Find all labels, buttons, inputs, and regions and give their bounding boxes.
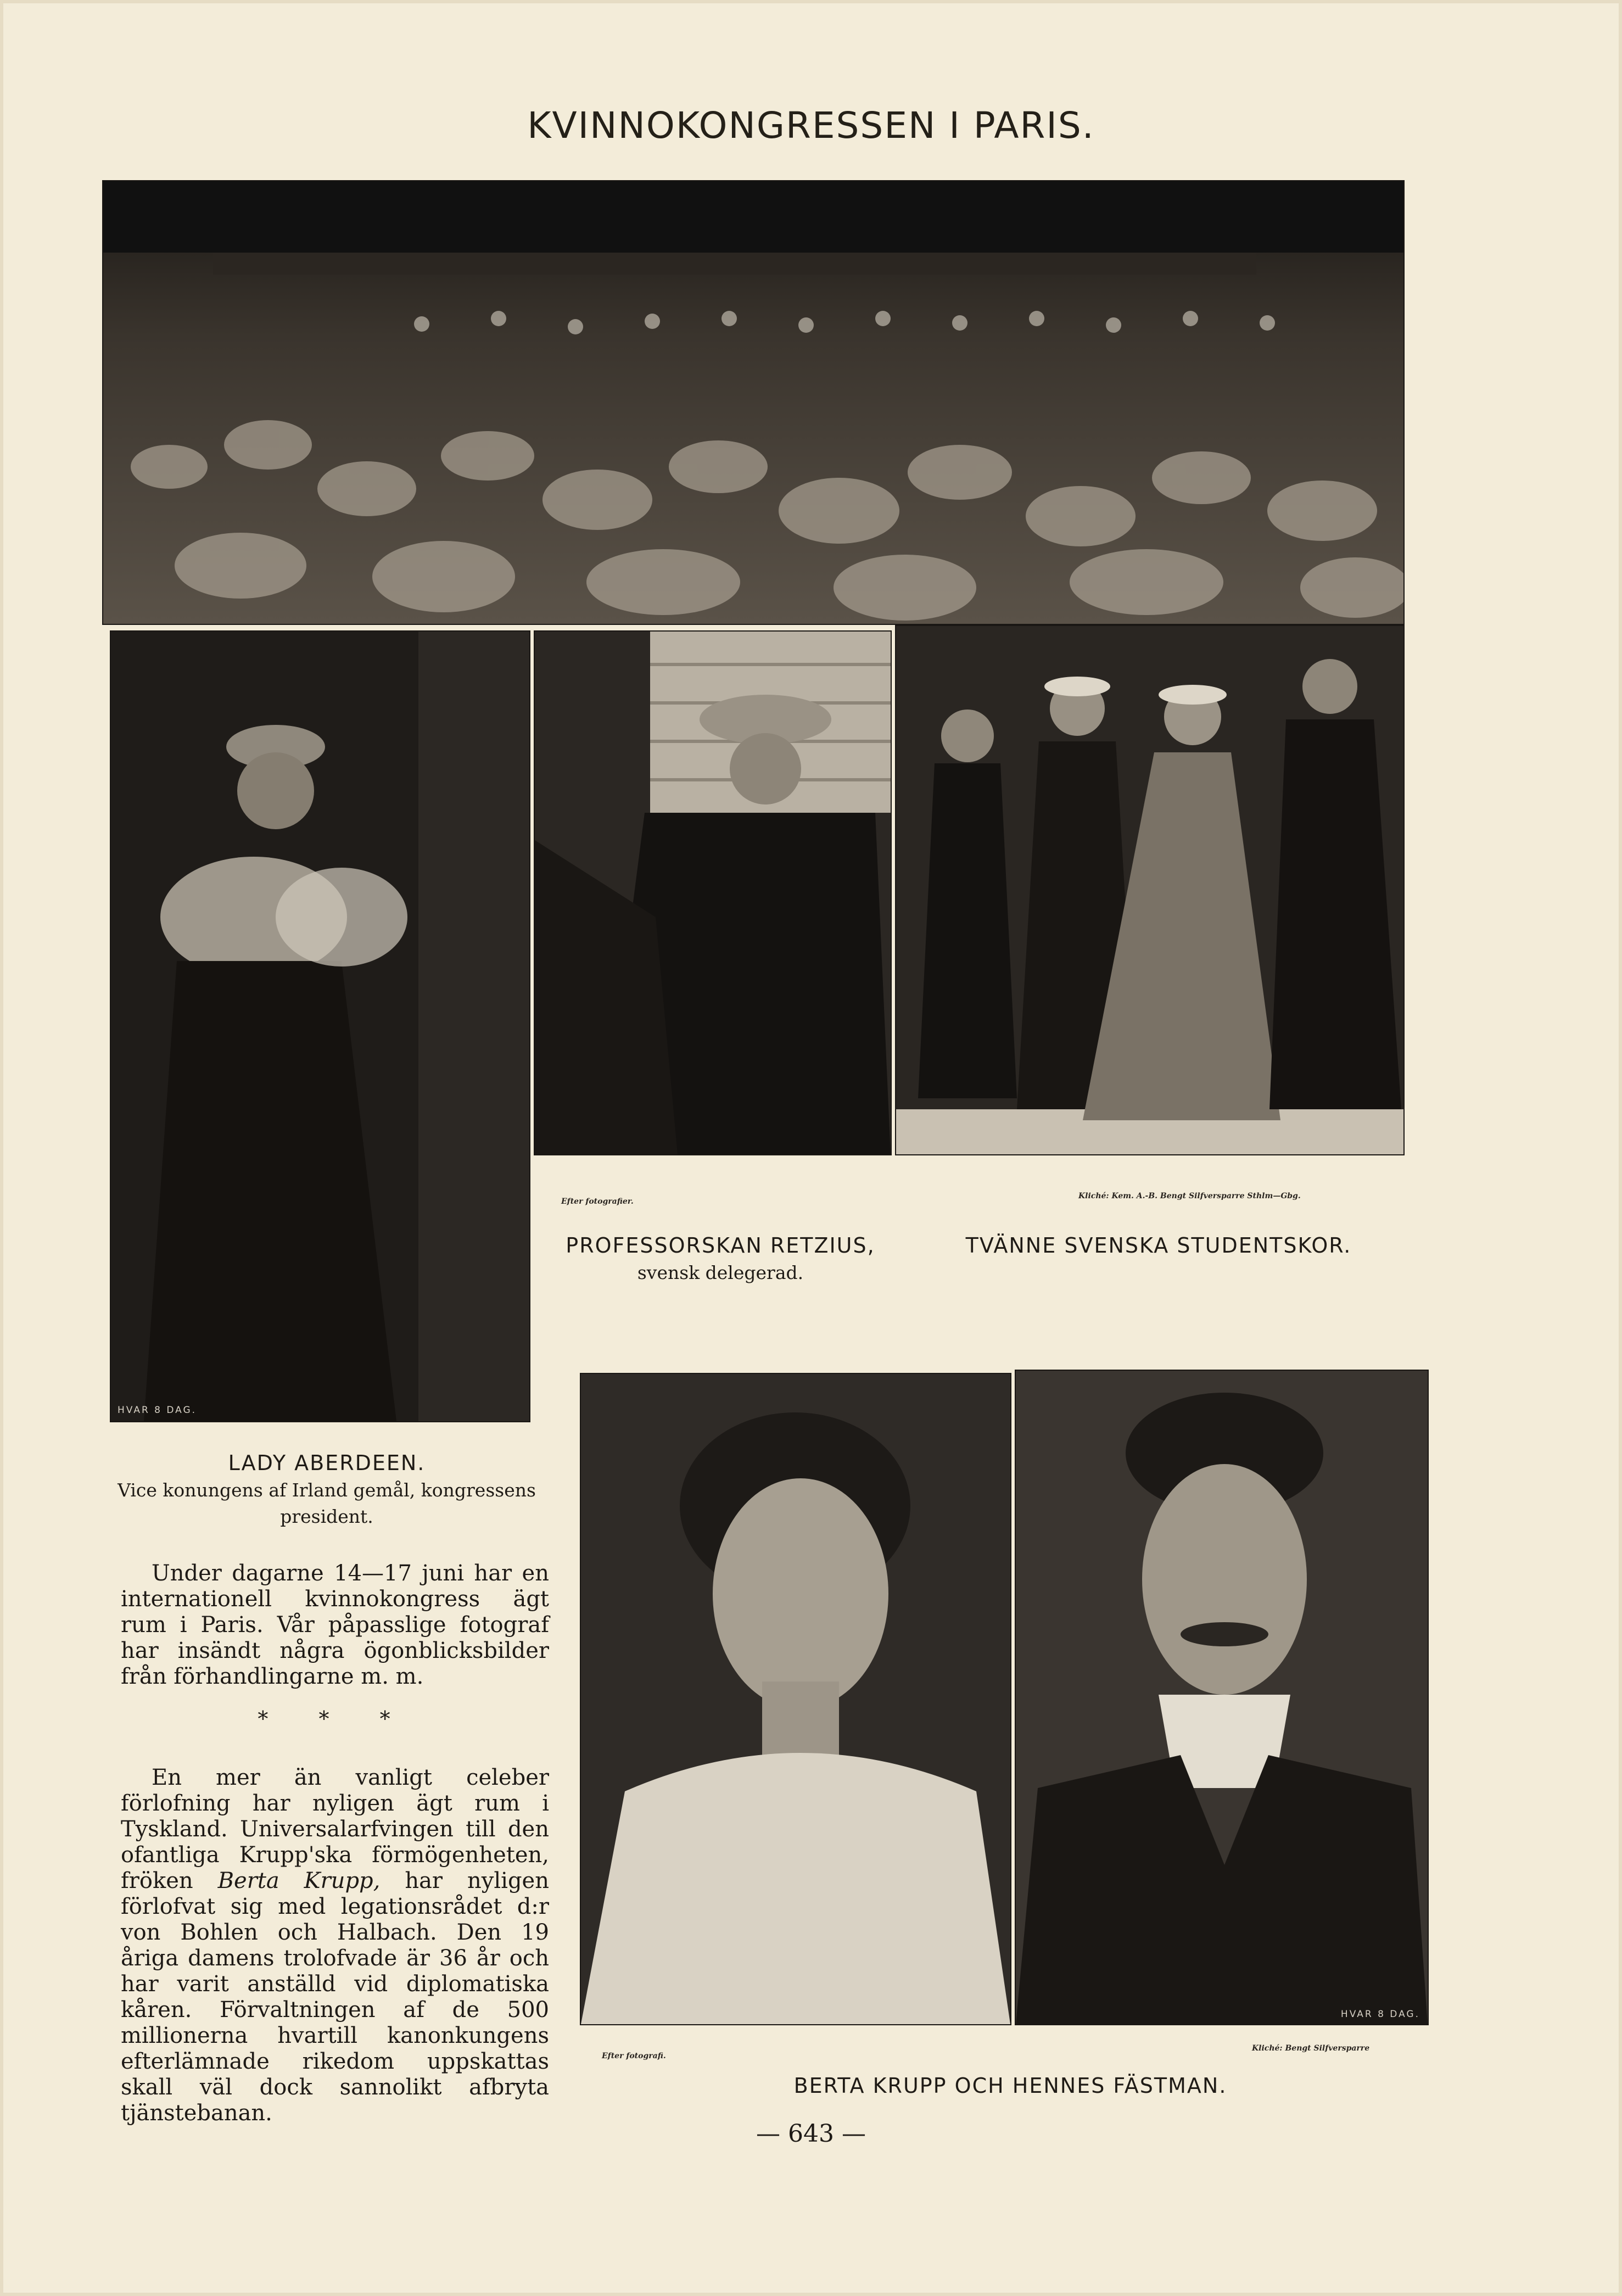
article-paragraph-2	[121, 1765, 549, 2126]
retzius-caption-sub: svensk delegerad.	[637, 1262, 804, 1283]
photo-stamp: HVAR 8 DAG.	[118, 1405, 197, 1416]
portrait-photo-icon	[1016, 1371, 1428, 2024]
students-photo	[895, 625, 1405, 1155]
von-bohlen-photo	[1015, 1370, 1429, 2025]
article-paragraph-1	[121, 1561, 549, 1690]
portrait-photo-icon	[111, 632, 529, 1421]
retzius-photo	[534, 630, 892, 1155]
paragraph-text: Under dagarne 14—17 juni har en internationell kvinnokongress ägt rum i Paris. Vår påpasslige fotograf har insändt några ögonblicksbilder från förhandlingarne m. m.	[121, 1561, 549, 1689]
crowd-photo	[102, 180, 1405, 625]
photo-credit: Kliché: Bengt Silfversparre	[1252, 2044, 1370, 2053]
aberdeen-caption-line2: president.	[280, 1506, 373, 1527]
paragraph-text-part: har nyligen förlofvat sig med legationsrådet d:r von Bohlen och Halbach. Den 19 åriga damens trolofvade är 36 år och har varit anställd vid diplomatiska kåren. Förvaltningen af de 500 millionerna hvartill kanonkungens efterlämnade rikedom uppskattas skall väl dock sannolikt afbryta tjänstebanan.	[121, 1868, 549, 2126]
section-separator: * * *	[258, 1707, 412, 1731]
crowd-photo-icon	[103, 181, 1403, 624]
aberdeen-caption-line1: Vice konungens af Irland gemål, kongressens	[118, 1479, 536, 1501]
krupp-caption-title: BERTA KRUPP OCH HENNES FÄSTMAN.	[793, 2074, 1227, 2098]
person-name: Berta Krupp,	[217, 1868, 381, 1893]
portrait-photo-icon	[535, 632, 891, 1154]
photo-credit: Efter fotografi.	[602, 2052, 666, 2060]
page-number: — 643 —	[756, 2120, 866, 2148]
retzius-caption-title: PROFESSORSKAN RETZIUS,	[566, 1233, 875, 1258]
berta-krupp-photo	[580, 1373, 1011, 2025]
lady-aberdeen-photo	[110, 630, 530, 1422]
portrait-photo-icon	[581, 1374, 1010, 2024]
group-photo-icon	[896, 626, 1403, 1154]
photo-credit: Efter fotografier.	[561, 1197, 634, 1206]
photo-stamp: HVAR 8 DAG.	[1340, 2009, 1420, 2020]
photo-credit: Kliché: Kem. A.-B. Bengt Silfversparre Sthlm—Gbg.	[1078, 1192, 1301, 1200]
students-caption-title: TVÄNNE SVENSKA STUDENTSKOR.	[965, 1233, 1352, 1258]
paragraph-text-part: En mer än vanligt celeber förlofning har nyligen ägt rum i Tyskland. Universalarfvingen till den ofantliga Krupp'ska förmögenheten, fröken	[121, 1765, 549, 1893]
page-title: KVINNOKONGRESSEN I PARIS.	[527, 104, 1095, 147]
paragraph-text	[121, 1765, 549, 2126]
aberdeen-caption-title: LADY ABERDEEN.	[228, 1451, 426, 1475]
